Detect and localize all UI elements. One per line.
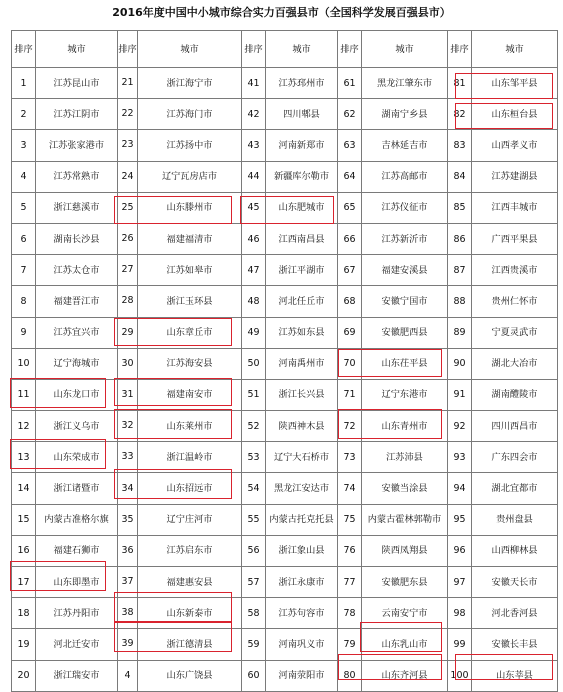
city-header: 城市 <box>138 31 242 68</box>
city-cell: 江苏太仓市 <box>36 255 118 286</box>
city-cell: 四川西昌市 <box>472 411 558 442</box>
city-cell: 陕西凤翔县 <box>362 535 448 566</box>
rank-cell: 11 <box>12 379 36 410</box>
rank-cell: 13 <box>12 442 36 473</box>
rank-cell: 37 <box>118 567 138 598</box>
city-cell: 江西南昌县 <box>266 223 338 254</box>
table-row <box>12 535 558 566</box>
city-cell: 福建南安市 <box>138 379 242 410</box>
city-cell: 江苏江阴市 <box>36 99 118 130</box>
rank-cell: 94 <box>448 473 472 504</box>
city-cell: 贵州盘县 <box>472 504 558 535</box>
city-cell: 山东莱州市 <box>138 411 242 442</box>
rank-cell: 36 <box>118 535 138 566</box>
rank-cell: 91 <box>448 379 472 410</box>
rank-cell: 6 <box>12 223 36 254</box>
city-cell: 浙江平湖市 <box>266 255 338 286</box>
rank-cell: 92 <box>448 411 472 442</box>
city-cell: 江西贵溪市 <box>472 255 558 286</box>
rank-cell: 25 <box>118 192 138 223</box>
city-cell: 浙江长兴县 <box>266 379 338 410</box>
rank-cell: 22 <box>118 99 138 130</box>
city-cell: 江苏张家港市 <box>36 130 118 161</box>
rank-cell: 87 <box>448 255 472 286</box>
city-cell: 内蒙古霍林郭勒市 <box>362 504 448 535</box>
rank-cell: 17 <box>12 567 36 598</box>
rank-cell: 32 <box>118 411 138 442</box>
city-cell: 广东四会市 <box>472 442 558 473</box>
city-cell: 河南禹州市 <box>266 348 338 379</box>
city-cell: 山东桓台县 <box>472 99 558 130</box>
city-cell: 广西平果县 <box>472 223 558 254</box>
rank-cell: 75 <box>338 504 362 535</box>
rank-cell: 39 <box>118 629 138 660</box>
rank-cell: 48 <box>242 286 266 317</box>
city-cell: 新疆库尔勒市 <box>266 161 338 192</box>
city-cell: 山东招远市 <box>138 473 242 504</box>
rank-cell: 43 <box>242 130 266 161</box>
rank-cell: 47 <box>242 255 266 286</box>
city-cell: 湖南宁乡县 <box>362 99 448 130</box>
city-cell: 浙江象山县 <box>266 535 338 566</box>
rank-cell: 68 <box>338 286 362 317</box>
city-cell: 江苏沛县 <box>362 442 448 473</box>
rank-cell: 60 <box>242 660 266 691</box>
city-cell: 湖北大冶市 <box>472 348 558 379</box>
rank-cell: 12 <box>12 411 36 442</box>
table-row <box>12 99 558 130</box>
rank-cell: 74 <box>338 473 362 504</box>
rank-cell: 93 <box>448 442 472 473</box>
city-cell: 安徽肥东县 <box>362 567 448 598</box>
table-row <box>12 379 558 410</box>
city-cell: 江苏仪征市 <box>362 192 448 223</box>
city-cell: 山东龙口市 <box>36 379 118 410</box>
rank-cell: 27 <box>118 255 138 286</box>
rank-cell: 67 <box>338 255 362 286</box>
rank-cell: 54 <box>242 473 266 504</box>
city-cell: 辽宁大石桥市 <box>266 442 338 473</box>
rank-cell: 42 <box>242 99 266 130</box>
city-cell: 辽宁瓦房店市 <box>138 161 242 192</box>
rank-cell: 4 <box>12 161 36 192</box>
city-header: 城市 <box>266 31 338 68</box>
rank-cell: 7 <box>12 255 36 286</box>
rank-cell: 52 <box>242 411 266 442</box>
city-cell: 河北迁安市 <box>36 629 118 660</box>
city-cell: 江西丰城市 <box>472 192 558 223</box>
rank-cell: 90 <box>448 348 472 379</box>
city-cell: 山东广饶县 <box>138 660 242 691</box>
rank-cell: 21 <box>118 68 138 99</box>
rank-cell: 66 <box>338 223 362 254</box>
table-row <box>12 223 558 254</box>
city-cell: 浙江温岭市 <box>138 442 242 473</box>
rank-cell: 2 <box>12 99 36 130</box>
city-cell: 江苏新沂市 <box>362 223 448 254</box>
rank-cell: 82 <box>448 99 472 130</box>
rank-cell: 77 <box>338 567 362 598</box>
rank-header: 排序 <box>448 31 472 68</box>
rank-cell: 97 <box>448 567 472 598</box>
rank-cell: 38 <box>118 598 138 629</box>
rank-cell: 34 <box>118 473 138 504</box>
rank-header: 排序 <box>242 31 266 68</box>
rank-cell: 83 <box>448 130 472 161</box>
table-row <box>12 629 558 660</box>
city-cell: 福建安溪县 <box>362 255 448 286</box>
city-cell: 云南安宁市 <box>362 598 448 629</box>
city-cell: 辽宁庄河市 <box>138 504 242 535</box>
city-cell: 江苏丹阳市 <box>36 598 118 629</box>
rank-cell: 59 <box>242 629 266 660</box>
city-cell: 山东邹平县 <box>472 68 558 99</box>
table-row <box>12 473 558 504</box>
table-row <box>12 68 558 99</box>
rank-cell: 35 <box>118 504 138 535</box>
rank-cell: 24 <box>118 161 138 192</box>
city-cell: 江苏宜兴市 <box>36 317 118 348</box>
rank-cell: 96 <box>448 535 472 566</box>
city-cell: 浙江海宁市 <box>138 68 242 99</box>
rank-cell: 31 <box>118 379 138 410</box>
city-cell: 河南巩义市 <box>266 629 338 660</box>
rank-cell: 86 <box>448 223 472 254</box>
city-cell: 安徽当涂县 <box>362 473 448 504</box>
city-cell: 陕西神木县 <box>266 411 338 442</box>
table-row <box>12 598 558 629</box>
rank-cell: 18 <box>12 598 36 629</box>
city-cell: 江苏海安县 <box>138 348 242 379</box>
city-cell: 山东荣成市 <box>36 442 118 473</box>
rank-cell: 29 <box>118 317 138 348</box>
table-row <box>12 567 558 598</box>
table-row <box>12 317 558 348</box>
city-cell: 安徽天长市 <box>472 567 558 598</box>
city-cell: 山东章丘市 <box>138 317 242 348</box>
rank-cell: 49 <box>242 317 266 348</box>
city-cell: 黑龙江肇东市 <box>362 68 448 99</box>
city-cell: 山东莘县 <box>472 660 558 691</box>
rank-cell: 44 <box>242 161 266 192</box>
city-cell: 山东茌平县 <box>362 348 448 379</box>
city-cell: 江苏如皋市 <box>138 255 242 286</box>
city-cell: 山西柳林县 <box>472 535 558 566</box>
city-cell: 江苏启东市 <box>138 535 242 566</box>
table-row <box>12 192 558 223</box>
rank-cell: 30 <box>118 348 138 379</box>
rank-cell: 45 <box>242 192 266 223</box>
city-cell: 江苏常熟市 <box>36 161 118 192</box>
rank-cell: 1 <box>12 68 36 99</box>
table-row <box>12 286 558 317</box>
city-cell: 贵州仁怀市 <box>472 286 558 317</box>
city-cell: 山东即墨市 <box>36 567 118 598</box>
city-header: 城市 <box>36 31 118 68</box>
rank-cell: 73 <box>338 442 362 473</box>
rank-cell: 80 <box>338 660 362 691</box>
city-cell: 江苏海门市 <box>138 99 242 130</box>
rank-cell: 16 <box>12 535 36 566</box>
city-cell: 辽宁东港市 <box>362 379 448 410</box>
rank-cell: 15 <box>12 504 36 535</box>
rank-cell: 99 <box>448 629 472 660</box>
rank-header: 排序 <box>118 31 138 68</box>
rank-cell: 78 <box>338 598 362 629</box>
city-cell: 山东齐河县 <box>362 660 448 691</box>
city-cell: 四川郫县 <box>266 99 338 130</box>
rank-cell: 14 <box>12 473 36 504</box>
ranking-table <box>11 30 558 692</box>
rank-header: 排序 <box>338 31 362 68</box>
city-cell: 安徽肥西县 <box>362 317 448 348</box>
rank-cell: 5 <box>12 192 36 223</box>
city-cell: 吉林延吉市 <box>362 130 448 161</box>
rank-cell: 61 <box>338 68 362 99</box>
city-cell: 湖南醴陵市 <box>472 379 558 410</box>
city-cell: 福建石狮市 <box>36 535 118 566</box>
city-cell: 山东新泰市 <box>138 598 242 629</box>
city-cell: 浙江德清县 <box>138 629 242 660</box>
city-header: 城市 <box>472 31 558 68</box>
table-row <box>12 411 558 442</box>
table-row <box>12 161 558 192</box>
rank-cell: 64 <box>338 161 362 192</box>
city-cell: 福建福清市 <box>138 223 242 254</box>
city-cell: 宁夏灵武市 <box>472 317 558 348</box>
rank-cell: 71 <box>338 379 362 410</box>
city-cell: 江苏昆山市 <box>36 68 118 99</box>
city-header: 城市 <box>362 31 448 68</box>
rank-cell: 70 <box>338 348 362 379</box>
city-cell: 福建惠安县 <box>138 567 242 598</box>
table-row <box>12 660 558 691</box>
city-cell: 浙江玉环县 <box>138 286 242 317</box>
rank-cell: 3 <box>12 130 36 161</box>
table-row <box>12 504 558 535</box>
city-cell: 浙江慈溪市 <box>36 192 118 223</box>
rank-cell: 8 <box>12 286 36 317</box>
city-cell: 河北香河县 <box>472 598 558 629</box>
rank-cell: 23 <box>118 130 138 161</box>
rank-cell: 85 <box>448 192 472 223</box>
city-cell: 山东青州市 <box>362 411 448 442</box>
rank-cell: 79 <box>338 629 362 660</box>
city-cell: 河南荥阳市 <box>266 660 338 691</box>
city-cell: 安徽长丰县 <box>472 629 558 660</box>
city-cell: 江苏如东县 <box>266 317 338 348</box>
city-cell: 安徽宁国市 <box>362 286 448 317</box>
city-cell: 湖南长沙县 <box>36 223 118 254</box>
city-cell: 浙江义乌市 <box>36 411 118 442</box>
rank-cell: 9 <box>12 317 36 348</box>
city-cell: 内蒙古托克托县 <box>266 504 338 535</box>
rank-cell: 28 <box>118 286 138 317</box>
rank-cell: 56 <box>242 535 266 566</box>
city-cell: 山东乳山市 <box>362 629 448 660</box>
rank-cell: 26 <box>118 223 138 254</box>
city-cell: 黑龙江安达市 <box>266 473 338 504</box>
rank-cell: 53 <box>242 442 266 473</box>
rank-cell: 76 <box>338 535 362 566</box>
city-cell: 江苏邳州市 <box>266 68 338 99</box>
table-title: 2016年度中国中小城市综合实力百强县市（全国科学发展百强县市） <box>112 6 451 19</box>
rank-cell: 58 <box>242 598 266 629</box>
city-cell: 湖北宜都市 <box>472 473 558 504</box>
rank-cell: 50 <box>242 348 266 379</box>
table-row <box>12 348 558 379</box>
rank-cell: 62 <box>338 99 362 130</box>
rank-cell: 51 <box>242 379 266 410</box>
rank-cell: 46 <box>242 223 266 254</box>
city-cell: 内蒙古准格尔旗 <box>36 504 118 535</box>
table-row <box>12 442 558 473</box>
city-cell: 浙江诸暨市 <box>36 473 118 504</box>
rank-cell: 20 <box>12 660 36 691</box>
rank-cell: 89 <box>448 317 472 348</box>
rank-cell: 4 <box>118 660 138 691</box>
rank-cell: 65 <box>338 192 362 223</box>
city-cell: 浙江瑞安市 <box>36 660 118 691</box>
table-row <box>12 130 558 161</box>
rank-cell: 100 <box>448 660 472 691</box>
rank-cell: 84 <box>448 161 472 192</box>
city-cell: 山西孝义市 <box>472 130 558 161</box>
rank-cell: 55 <box>242 504 266 535</box>
city-cell: 浙江永康市 <box>266 567 338 598</box>
city-cell: 山东滕州市 <box>138 192 242 223</box>
city-cell: 山东肥城市 <box>266 192 338 223</box>
rank-cell: 10 <box>12 348 36 379</box>
city-cell: 河北任丘市 <box>266 286 338 317</box>
city-cell: 福建晋江市 <box>36 286 118 317</box>
city-cell: 江苏扬中市 <box>138 130 242 161</box>
city-cell: 辽宁海城市 <box>36 348 118 379</box>
rank-cell: 19 <box>12 629 36 660</box>
rank-cell: 57 <box>242 567 266 598</box>
rank-cell: 69 <box>338 317 362 348</box>
rank-cell: 88 <box>448 286 472 317</box>
rank-cell: 95 <box>448 504 472 535</box>
city-cell: 江苏高邮市 <box>362 161 448 192</box>
rank-cell: 98 <box>448 598 472 629</box>
header-row <box>12 31 558 68</box>
rank-header: 排序 <box>12 31 36 68</box>
rank-cell: 33 <box>118 442 138 473</box>
rank-cell: 72 <box>338 411 362 442</box>
table-row <box>12 255 558 286</box>
city-cell: 河南新郑市 <box>266 130 338 161</box>
rank-cell: 81 <box>448 68 472 99</box>
rank-cell: 63 <box>338 130 362 161</box>
city-cell: 江苏句容市 <box>266 598 338 629</box>
city-cell: 江苏建湖县 <box>472 161 558 192</box>
rank-cell: 41 <box>242 68 266 99</box>
